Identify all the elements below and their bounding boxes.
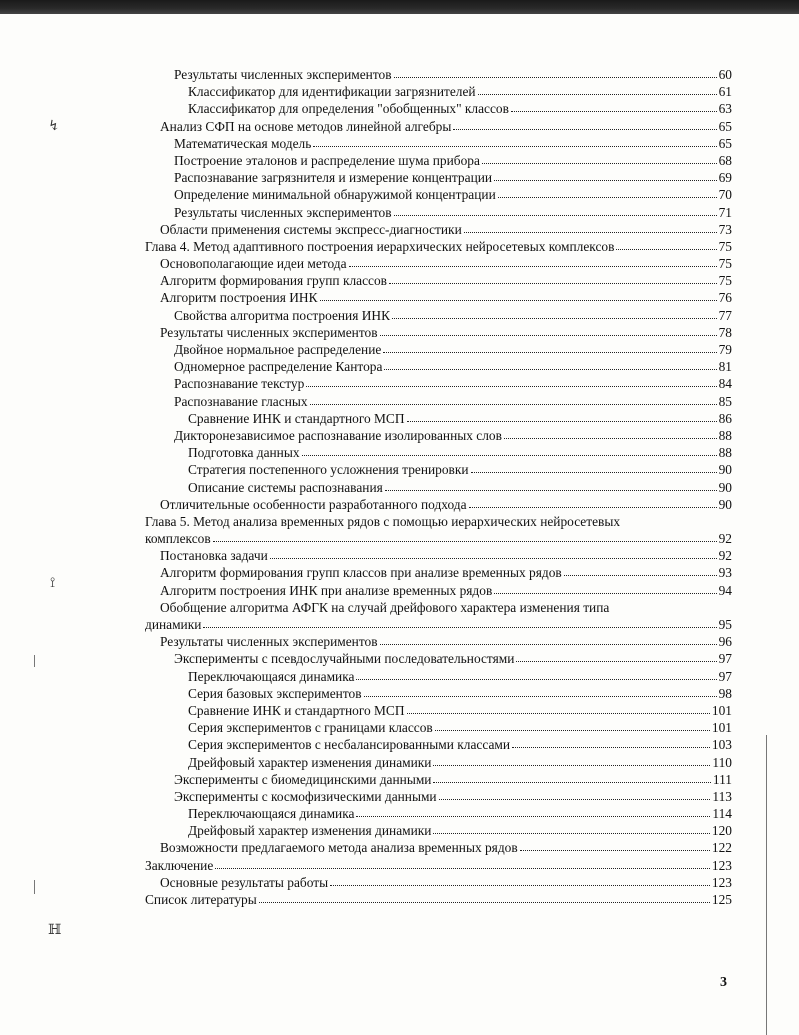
dot-leader <box>494 169 717 181</box>
toc-entry-title[interactable]: Глава 5. Метод анализа временных рядов с помощью иерархических нейросетевых <box>145 513 621 529</box>
toc-page-number: 69 <box>718 170 732 186</box>
toc-entry[interactable] <box>145 685 732 702</box>
toc-entry-title: Алгоритм построения ИНК <box>160 290 318 306</box>
toc-page-number: 97 <box>718 668 732 684</box>
dot-leader <box>313 135 716 147</box>
toc-entry-title: Двойное нормальное распределение <box>174 342 382 357</box>
toc-entry[interactable] <box>145 100 732 117</box>
toc-entry[interactable] <box>145 393 732 410</box>
toc-entry-title: Классификатор для идентификации загрязнителей <box>188 84 476 100</box>
toc-entry[interactable] <box>145 547 732 564</box>
toc-entry[interactable] <box>145 66 732 83</box>
toc-page-number: 73 <box>718 221 732 237</box>
toc-entry[interactable] <box>145 839 732 856</box>
toc-page-number: 122 <box>711 840 732 856</box>
toc-entry-title: Серия базовых экспериментов <box>188 685 362 701</box>
toc-entry[interactable] <box>145 118 732 135</box>
dot-leader <box>330 874 710 886</box>
toc-entry-title: Отличительные особенности разработанного подхода <box>160 496 467 512</box>
toc-entry[interactable] <box>145 152 732 169</box>
dot-leader <box>385 479 717 491</box>
toc-page-number: 65 <box>718 135 732 151</box>
toc-entry-title: Результаты численных экспериментов <box>174 67 392 82</box>
toc-entry-title: Дрейфовый характер изменения динамики <box>188 754 432 770</box>
toc-page-number: 123 <box>711 874 732 890</box>
toc-page-number: 111 <box>712 771 732 787</box>
toc-entry[interactable] <box>145 891 732 908</box>
toc-entry-title: Распознавание загрязнителя и измерение концентрации <box>174 170 493 186</box>
dot-leader <box>394 204 717 216</box>
toc-page-number: 101 <box>711 702 732 718</box>
scan-artifact-line <box>34 880 35 894</box>
toc-entry[interactable] <box>145 616 732 633</box>
toc-entry-title: Определение минимальной обнаружимой концентрации <box>174 187 496 203</box>
toc-entry-title: Дрейфовый характер изменения динамики <box>188 823 432 839</box>
toc-entry-title: Эксперименты с космофизическими данными <box>174 788 437 804</box>
dot-leader <box>380 324 717 336</box>
toc-page-number: 120 <box>711 823 732 839</box>
dot-leader <box>394 66 717 78</box>
dot-leader <box>310 393 717 405</box>
toc-page-number: 101 <box>711 720 732 736</box>
toc-entry[interactable] <box>145 272 732 289</box>
toc-page-number: 88 <box>718 427 732 443</box>
toc-entry-title: Переключающаяся динамика <box>188 806 355 822</box>
toc-entry-title: Области применения системы экспресс-диагностики <box>160 221 462 237</box>
toc-page-number: 76 <box>718 290 732 306</box>
toc-entry-title: Описание системы распознавания <box>188 479 383 495</box>
toc-page-number: 88 <box>718 445 732 461</box>
dot-leader <box>270 547 717 559</box>
toc-page-number: 75 <box>718 238 732 254</box>
dot-leader <box>389 272 717 284</box>
toc-entry[interactable] <box>145 874 732 891</box>
dot-leader <box>215 857 710 869</box>
toc-entry[interactable] <box>145 771 732 788</box>
toc-entry[interactable] <box>145 805 732 822</box>
toc-entry-title: Подготовка данных <box>188 445 300 461</box>
toc-entry-title: Переключающаяся динамика <box>188 668 355 684</box>
dot-leader <box>453 118 716 130</box>
dot-leader <box>435 719 710 731</box>
toc-entry[interactable] <box>145 427 732 444</box>
toc-entry[interactable] <box>145 822 732 839</box>
scan-artifact-line <box>766 735 767 1035</box>
toc-entry[interactable] <box>145 650 732 667</box>
dot-leader <box>203 616 716 628</box>
toc-entry[interactable] <box>145 736 732 753</box>
dot-leader <box>512 736 710 748</box>
toc-page-number: 110 <box>712 754 732 770</box>
toc-entry-title: Алгоритм формирования групп классов <box>160 273 387 289</box>
toc-entry[interactable] <box>145 444 732 461</box>
dot-leader <box>482 152 717 164</box>
toc-entry-title: Эксперименты с псевдослучайными последовательностями <box>174 651 515 667</box>
toc-entry-title: Одномерное распределение Кантора <box>174 359 383 375</box>
toc-entry[interactable] <box>145 358 732 375</box>
toc-entry-title: Сравнение ИНК и стандартного МСП <box>188 410 405 426</box>
toc-entry[interactable] <box>145 754 732 771</box>
dot-leader <box>464 221 717 233</box>
toc-entry[interactable] <box>145 221 732 238</box>
toc-entry[interactable] <box>145 668 732 685</box>
toc-entry[interactable] <box>145 702 732 719</box>
toc-entry[interactable] <box>145 289 732 306</box>
toc-entry-title: Сравнение ИНК и стандартного МСП <box>188 702 405 718</box>
toc-entry-title: Серия экспериментов с несбалансированными классами <box>188 737 511 753</box>
dot-leader <box>356 805 710 817</box>
toc-entry-title: Возможности предлагаемого метода анализа временных рядов <box>160 840 518 856</box>
toc-page-number: 92 <box>718 548 732 564</box>
toc-page-number: 96 <box>718 634 732 650</box>
toc-page-number: 71 <box>718 204 732 220</box>
toc-page-number: 68 <box>718 152 732 168</box>
toc-entry-title: Результаты численных экспериментов <box>174 204 392 220</box>
table-of-contents <box>145 66 732 908</box>
dot-leader <box>383 341 716 353</box>
toc-entry[interactable] <box>145 633 732 650</box>
toc-page-number: 77 <box>718 307 732 323</box>
toc-page-number: 78 <box>718 324 732 340</box>
toc-entry[interactable] <box>145 496 732 513</box>
toc-page-number: 75 <box>718 273 732 289</box>
dot-leader <box>306 375 716 387</box>
toc-entry-title: Стратегия постепенного усложнения тренировки <box>188 462 469 478</box>
scan-artifact-mark: ⟟ <box>50 576 56 591</box>
dot-leader <box>439 788 711 800</box>
scan-artifact-line <box>34 655 35 667</box>
toc-entry-title: Заключение <box>145 857 214 873</box>
toc-page-number: 114 <box>712 806 732 822</box>
toc-page-number: 75 <box>718 256 732 272</box>
toc-entry-title: Основополагающие идеи метода <box>160 256 347 272</box>
dot-leader <box>407 702 710 714</box>
toc-entry[interactable] <box>145 375 732 392</box>
toc-entry-title: Результаты численных экспериментов <box>160 634 378 650</box>
toc-page-number: 60 <box>718 67 732 82</box>
dot-leader <box>520 839 710 851</box>
toc-entry[interactable] <box>145 307 732 324</box>
toc-entry[interactable] <box>145 788 732 805</box>
dot-leader <box>356 668 716 680</box>
toc-page-number: 103 <box>711 737 732 753</box>
toc-entry-title: Эксперименты с биомедицинскими данными <box>174 771 432 787</box>
scan-edge <box>0 0 799 14</box>
dot-leader <box>433 822 709 834</box>
toc-entry-title: Анализ СФП на основе методов линейной алгебры <box>160 118 452 134</box>
toc-entry[interactable] <box>145 324 732 341</box>
toc-page-number: 90 <box>718 479 732 495</box>
dot-leader <box>469 496 717 508</box>
toc-entry-title: Постановка задачи <box>160 548 268 564</box>
toc-page-number: 81 <box>718 359 732 375</box>
toc-page-number: 113 <box>712 788 732 804</box>
toc-entry[interactable] <box>145 255 732 272</box>
toc-entry[interactable] <box>145 461 732 478</box>
toc-entry-title: Основные результаты работы <box>160 874 329 890</box>
toc-page-number: 90 <box>718 462 732 478</box>
toc-entry-title: Дикторонезависимое распознавание изолированных слов <box>174 427 502 443</box>
toc-page-number: 95 <box>718 617 732 632</box>
toc-page-number: 65 <box>718 118 732 134</box>
toc-page-number: 93 <box>718 565 732 581</box>
toc-entry[interactable] <box>145 857 732 874</box>
scan-artifact-mark: ℍ <box>48 923 62 938</box>
toc-entry-title: Построение эталонов и распределение шума прибора <box>174 152 480 168</box>
toc-page-number: 94 <box>718 582 732 598</box>
toc-page-number: 61 <box>718 84 732 100</box>
toc-entry-title: Классификатор для определения "обобщенных" классов <box>188 101 509 117</box>
dot-leader <box>259 891 710 903</box>
toc-entry[interactable] <box>145 719 732 736</box>
toc-page-number: 70 <box>718 187 732 203</box>
toc-entry-title: Результаты численных экспериментов <box>160 324 378 340</box>
dot-leader <box>478 83 717 95</box>
toc-page-number: 84 <box>718 376 732 392</box>
toc-entry-title: Алгоритм формирования групп классов при анализе временных рядов <box>160 565 562 581</box>
toc-entry[interactable] <box>145 341 732 358</box>
toc-page-number: 63 <box>718 101 732 117</box>
dot-leader <box>407 410 717 422</box>
toc-entry[interactable] <box>145 135 732 152</box>
dot-leader <box>471 461 717 473</box>
toc-entry-title: Математическая модель <box>174 135 312 151</box>
toc-entry[interactable] <box>145 83 732 100</box>
toc-entry-title: Список литературы <box>145 892 257 907</box>
page-number: 3 <box>720 975 727 990</box>
toc-entry-title[interactable]: Обобщение алгоритма АФГК на случай дрейфового характера изменения типа <box>160 599 610 615</box>
dot-leader <box>616 238 716 250</box>
toc-page-number: 85 <box>718 393 732 409</box>
toc-entry-title: Свойства алгоритма построения ИНК <box>174 307 391 323</box>
dot-leader <box>302 444 717 456</box>
toc-page-number: 98 <box>718 685 732 701</box>
toc-page-number: 97 <box>718 651 732 667</box>
dot-leader <box>498 186 717 198</box>
toc-entry-title: Глава 4. Метод адаптивного построения иерархических нейросетевых комплексов <box>145 238 615 254</box>
toc-entry-title: Распознавание гласных <box>174 393 308 409</box>
dot-leader <box>384 358 716 370</box>
toc-entry[interactable] <box>145 204 732 221</box>
toc-entry[interactable] <box>145 238 732 255</box>
dot-leader <box>320 289 717 301</box>
toc-entry[interactable] <box>145 186 732 203</box>
toc-entry-continuation: динамики <box>145 617 202 632</box>
dot-leader <box>433 771 710 783</box>
toc-entry[interactable] <box>145 582 732 599</box>
dot-leader <box>511 100 717 112</box>
scan-artifact-mark: ↯ <box>48 119 60 134</box>
toc-entry-title: Распознавание текстур <box>174 376 305 392</box>
toc-entry-continuation: комплексов <box>145 531 211 547</box>
toc-page-number: 92 <box>718 531 732 547</box>
toc-page-number: 86 <box>718 410 732 426</box>
dot-leader <box>433 754 710 766</box>
dot-leader <box>349 255 717 267</box>
toc-entry[interactable] <box>145 530 732 547</box>
dot-leader <box>380 633 717 645</box>
toc-page-number: 90 <box>718 496 732 512</box>
dot-leader <box>516 650 716 662</box>
dot-leader <box>213 530 717 542</box>
dot-leader <box>494 582 716 594</box>
toc-entry[interactable] <box>145 479 732 496</box>
toc-entry-title: Алгоритм построения ИНК при анализе временных рядов <box>160 582 493 598</box>
dot-leader <box>504 427 717 439</box>
dot-leader <box>392 307 717 319</box>
toc-entry-title: Серия экспериментов с границами классов <box>188 720 433 736</box>
toc-entry[interactable] <box>145 169 732 186</box>
toc-entry[interactable] <box>145 564 732 581</box>
toc-page-number: 125 <box>711 892 732 907</box>
dot-leader <box>364 685 717 697</box>
toc-page-number: 123 <box>711 857 732 873</box>
toc-page-number: 79 <box>718 342 732 357</box>
toc-entry[interactable] <box>145 410 732 427</box>
dot-leader <box>564 564 717 576</box>
